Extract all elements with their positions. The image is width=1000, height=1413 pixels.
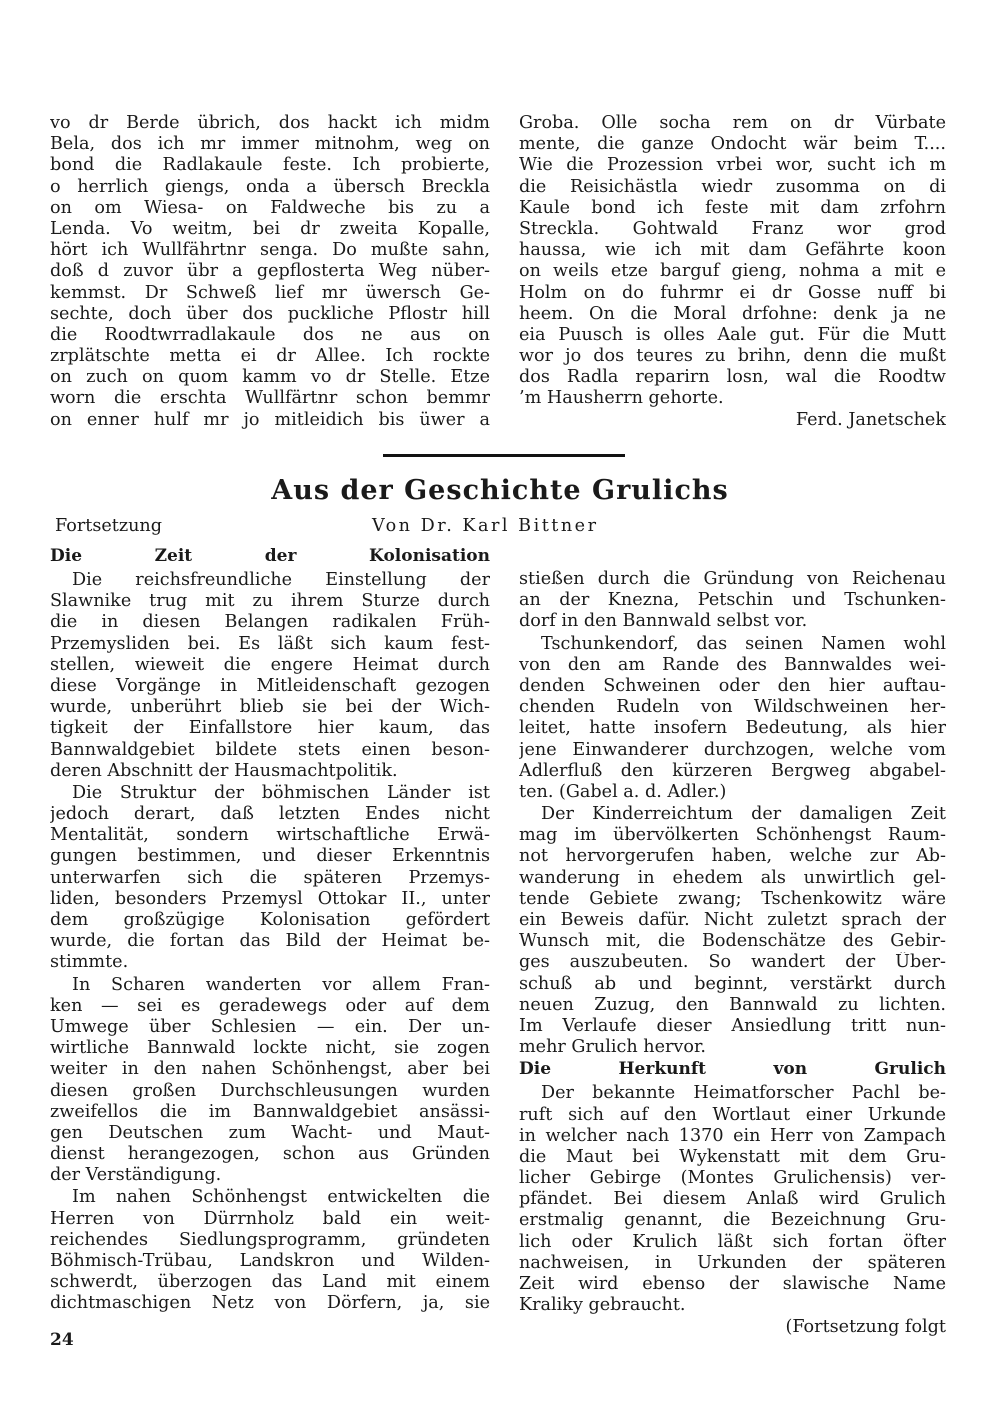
- paragraph: [519, 569, 946, 633]
- text-line: mente, die ganze Ondocht wär beim T....: [519, 134, 946, 155]
- byline: Von Dr. Karl Bittner: [372, 516, 599, 536]
- text-line: leitet, hatte insofern Bedeutung, als hier: [519, 718, 946, 739]
- text-line: an der Knezna, Petschin und Tschunken-: [519, 590, 946, 611]
- text-line: liden, besonders Przemysl Ottokar II., unter: [50, 888, 490, 909]
- text-line: denden Schweinen oder den hier auftau-: [519, 675, 946, 696]
- text-line: Adlerfluß den kürzeren Bergweg abgabel-: [519, 760, 946, 781]
- text-line: Kraliky gebraucht.: [519, 1295, 686, 1316]
- text-line: Streckla. Gohtwald Franz wor grod: [519, 218, 946, 239]
- text-line: stießen durch die Gründung von Reichenau: [519, 569, 946, 589]
- text-line: nachweisen, in Urkunden der späteren: [519, 1252, 946, 1273]
- to-be-continued: (Fortsetzung folgt: [785, 1317, 946, 1338]
- text-line: Zeit wird ebenso der slawische Name: [519, 1274, 946, 1294]
- text-line: not hervorgerufen haben, welche zur Ab-: [519, 846, 946, 867]
- section-divider: [383, 454, 625, 457]
- text-line: wanderung in ehedem als unwirtlich gel-: [519, 867, 946, 888]
- text-line: Wie die Prozession vrbei wor, sucht ich m: [519, 155, 946, 176]
- text-line: dorf in den Bannwald selbst vor.: [519, 611, 808, 632]
- text-line: gen Deutschen zum Wacht- und Maut-: [50, 1122, 490, 1143]
- text-line: pfändet. Bei diesem Anlaß wird Grulich: [519, 1189, 946, 1210]
- text-line: Die Struktur der böhmischen Länder ist: [72, 782, 490, 803]
- text-line: hört ich Wullfährtnr senga. Do mußte sahn,: [50, 240, 490, 261]
- text-line: stimmte.: [50, 952, 129, 973]
- text-line: Lenda. Vo weitm, bei dr zweita Kopalle,: [50, 218, 490, 239]
- text-line: on om Wiesa- on Faldweche bis zu a: [50, 197, 490, 218]
- paragraph: [519, 634, 946, 804]
- text-line: Böhmisch-Trübau, Landskron und Wilden-: [50, 1251, 490, 1271]
- text-line: tende Gebiete zwang; Tschenkowitz wäre: [519, 888, 946, 909]
- text-line: vo dr Berde übrich, dos hackt ich midm: [50, 113, 490, 133]
- text-line: ken — sei es geradewegs oder auf dem: [50, 995, 490, 1016]
- top-right-column: [519, 113, 946, 431]
- text-line: dienst herangezogen, schon aus Gründen: [50, 1144, 490, 1165]
- text-line: ten. (Gabel a. d. Adler.): [519, 781, 727, 802]
- text-line: in welcher nach 1370 ein Herr von Zampach: [519, 1125, 946, 1146]
- text-line: schwerdt, überzogen das Land mit einem: [50, 1272, 490, 1293]
- text-line: bond die Radlakaule feste. Ich probierte,: [50, 155, 490, 176]
- text-line: zrplätschte metta ei dr Allee. Ich rockte: [50, 346, 490, 367]
- paragraph: [50, 570, 490, 782]
- text-line: Bela, dos ich mr immer mitnohm, weg on: [50, 134, 490, 155]
- text-line: die Reisichästla wiedr zusomma on di: [519, 176, 946, 197]
- text-line: Wunsch mit, die Bodenschätze des Gebir-: [519, 931, 946, 952]
- text-line: sechte, doch über dos puckliche Pflostr hill: [50, 303, 490, 324]
- page-number: 24: [50, 1330, 74, 1350]
- text-line: wurde, unberührt blieb sie bei der Wich-: [50, 697, 490, 718]
- text-line: Slawnike trug mit zu ihrem Sturze durch: [50, 591, 490, 612]
- text-line: doß d zuvor übr a gepflosterta Weg nüber-: [50, 261, 490, 282]
- paragraph: [50, 1187, 490, 1314]
- text-line: wirtliche Bannwald lockte nicht, sie zogen: [50, 1038, 490, 1059]
- text-line: haussa, wie ich mit dam Gefährte koon: [519, 240, 946, 261]
- text-line: diesen großen Durchschleusungen wurden: [50, 1080, 490, 1101]
- text-line: die in diesen Belangen radikalen Früh-: [50, 612, 490, 633]
- text-line: ges auszubeuten. So wandert der Über-: [519, 952, 946, 973]
- text-line: wurde, die fortan das Bild der Heimat be-: [50, 931, 490, 952]
- text-line: Kaule bond ich feste mit dam zrfohrn: [519, 197, 946, 218]
- text-line: der Verständigung.: [50, 1165, 222, 1186]
- text-line: Die reichsfreundliche Einstellung der: [72, 570, 490, 590]
- text-line: Mentalität, sondern wirtschaftliche Erwä-: [50, 825, 490, 846]
- text-line: Umwege über Schlesien — ein. Der un-: [50, 1016, 490, 1037]
- text-line: die Roodtwrradlakaule dos ne aus on: [50, 324, 490, 345]
- section-heading: Die Herkunft von Grulich: [519, 1059, 946, 1080]
- text-line: mehr Grulich hervor.: [519, 1037, 707, 1058]
- paragraph: [50, 783, 490, 974]
- text-line: tigkeit der Einfallstore hier kaum, das: [50, 718, 490, 739]
- text-line: Der Kinderreichtum der damaligen Zeit: [541, 804, 946, 825]
- text-line: Groba. Olle socha rem on dr Vürbate: [519, 113, 946, 133]
- text-line: Tschunkendorf, das seinen Namen wohl: [541, 633, 946, 654]
- section-heading: Die Zeit der Kolonisation: [50, 546, 490, 566]
- article-left-column: [50, 546, 490, 1316]
- paragraph: [50, 975, 490, 1187]
- text-line: dos Radla reparirn losn, wal die Roodtw: [519, 367, 946, 388]
- text-line: heem. On die Moral drfohne: denk ja ne: [519, 303, 946, 324]
- text-line: ein Beweis dafür. Nicht zuletzt sprach der: [519, 910, 946, 930]
- text-line: mag im übervölkerten Schönhengst Raum-: [519, 825, 946, 846]
- text-line: on zuch on quom kamm vo dr Stelle. Etze: [50, 367, 490, 388]
- text-line: reichendes Siedlungsprogramm, gründeten: [50, 1229, 490, 1250]
- text-line: schuß ab und beginnt, verstärkt durch: [519, 973, 946, 994]
- text-line: dichtmaschigen Netz von Dörfern, ja, sie: [50, 1293, 490, 1314]
- text-line: neuen Zuzug, den Bannwald zu lichten.: [519, 994, 946, 1015]
- article-title: Aus der Geschichte Grulichs: [271, 475, 729, 506]
- text-line: Bannwaldgebiet bildete stets einen beson-: [50, 739, 490, 760]
- text-line: unterwarfen sich die späteren Przemys-: [50, 867, 490, 888]
- text-line: In Scharen wanderten vor allem Fran-: [72, 974, 490, 995]
- paragraph: [519, 1083, 946, 1316]
- text-line: kemmst. Dr Schweß lief mr üwersch Ge-: [50, 282, 490, 303]
- text-line: Przemysliden bei. Es läßt sich kaum fest-: [50, 633, 490, 654]
- text-line: stellen, wieweit die engere Heimat durch: [50, 654, 490, 675]
- text-line: Herren von Dürrnholz bald ein weit-: [50, 1208, 490, 1229]
- text-line: deren Abschnitt der Hausmachtpolitik.: [50, 760, 398, 781]
- text-line: jene Einwanderer durchzogen, welche vom: [519, 739, 946, 760]
- text-line: worn die erschta Wullfärtnr schon bemmr: [50, 388, 490, 409]
- text-line: weiter in den nahen Schönhengst, aber bei: [50, 1059, 490, 1080]
- text-line: von den am Rande des Bannwaldes wei-: [519, 654, 946, 675]
- top-left-column: [50, 113, 490, 431]
- text-line: dem großzügige Kolonisation gefördert: [50, 910, 490, 930]
- text-line: on weils etze barguf gieng, nohma a mit e: [519, 261, 946, 282]
- text-line: Der bekannte Heimatforscher Pachl be-: [541, 1083, 946, 1104]
- text-line: on enner hulf mr jo mitleidich bis üwer a: [50, 409, 490, 430]
- article-right-column: [519, 569, 946, 1339]
- text-line: diese Vorgänge in Mitleidenschaft gezogen: [50, 675, 490, 696]
- text-line: licher Gebirge (Montes Grulichensis) ver-: [519, 1168, 946, 1189]
- signature: Ferd. Janetschek: [795, 409, 946, 430]
- text-line: die Maut bei Wykenstatt mit dem Gru-: [519, 1146, 946, 1167]
- text-line: o herrlich giengs, onda a übersch Breckla: [50, 176, 490, 197]
- text-line: zweifellos die im Bannwaldgebiet ansässi-: [50, 1101, 490, 1122]
- text-line: Holm on do fuhrmr ei dr Gosse nuff bi: [519, 282, 946, 303]
- paragraph: [519, 804, 946, 1058]
- text-line: eia Puusch is olles Aale gut. Für die Mutt: [519, 324, 946, 345]
- text-line: erstmalig genannt, die Bezeichnung Gru-: [519, 1210, 946, 1231]
- text-line: Im Verlaufe dieser Ansiedlung tritt nun-: [519, 1015, 946, 1036]
- text-line: lich oder Krulich läßt sich fortan öfter: [519, 1231, 946, 1252]
- text-line: Im nahen Schönhengst entwickelten die: [72, 1187, 490, 1208]
- text-line: wor jo dos teures zu brihn, denn die mußt: [519, 346, 946, 367]
- text-line: jedoch derart, daß letzten Endes nicht: [50, 804, 490, 825]
- text-line: ruft sich auf den Wortlaut einer Urkunde: [519, 1104, 946, 1125]
- text-line: gungen bestimmen, und dieser Erkenntnis: [50, 846, 490, 867]
- text-line: ’m Hausherrn gehorte.: [519, 388, 724, 409]
- continuation-label: Fortsetzung: [55, 516, 163, 536]
- text-line: chenden Rudeln von Wildschweinen her-: [519, 697, 946, 718]
